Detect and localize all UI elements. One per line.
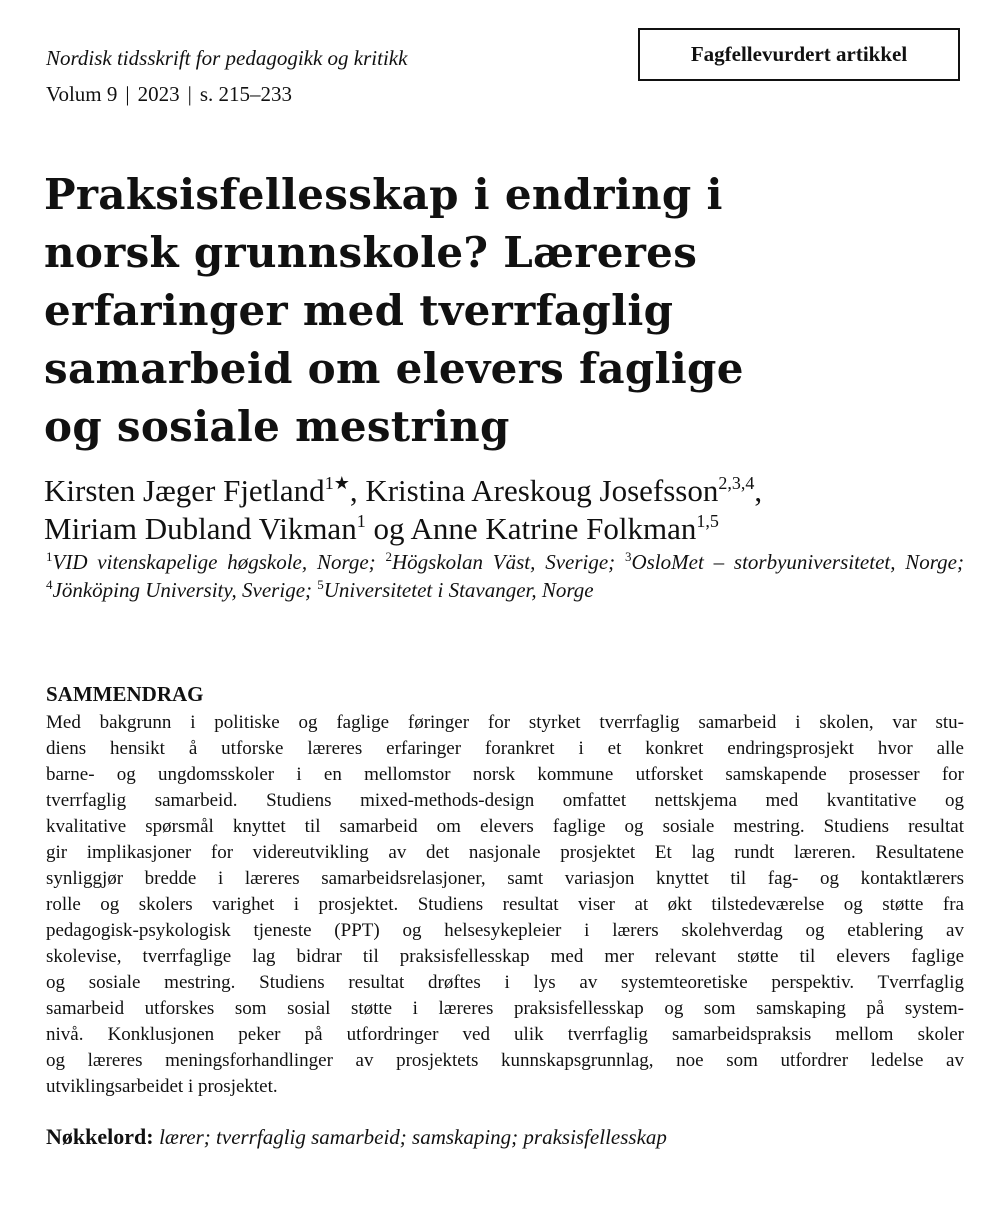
abstract-line: tverrfaglig samarbeid. Studiens mixed-methods-design omfattet nettskjema med kvantitative og bbox=[46, 790, 964, 811]
author-affiliation-ref: 1 bbox=[324, 473, 334, 493]
abstract-line: kvalitative spørsmål knyttet til samarbeid om elevers faglige og sosiale mestring. Studiens resultat bbox=[46, 816, 964, 837]
affiliation: VID vitenskapelige høgskole, Norge; bbox=[52, 550, 386, 574]
author-line bbox=[44, 472, 964, 510]
abstract-line: diens hensikt å utforske læreres erfaringer forankret i et konkret endringsprosjekt hvor alle bbox=[46, 738, 964, 759]
author-affiliation-ref: 1 bbox=[356, 511, 366, 531]
affiliation: OsloMet – storbyuniversitetet, Norge; bbox=[631, 550, 964, 574]
issue-separator: | bbox=[125, 82, 130, 106]
author-name: Kirsten Jæger Fjetland bbox=[44, 473, 325, 508]
abstract-line: utviklingsarbeidet i prosjektet. bbox=[46, 1076, 278, 1097]
affiliation-number: 5 bbox=[317, 577, 324, 592]
abstract-line: og sosiale mestring. Studiens resultat drøftes i lys av systemteoretiske perspektiv. Tverrfaglig bbox=[46, 972, 964, 993]
abstract-line: nivå. Konklusjonen peker på utfordringer ved ulik tverrfaglig samarbeidspraksis mellom skoler bbox=[46, 1024, 964, 1045]
title-line: erfaringer med tverrfaglig bbox=[44, 286, 674, 335]
keywords-label: Nøkkelord: bbox=[46, 1124, 154, 1149]
author-list bbox=[44, 472, 964, 548]
abstract-line: Med bakgrunn i politiske og faglige føringer for styrket tverrfaglig samarbeid i skolen, var stu- bbox=[46, 712, 964, 733]
corresponding-author-mark: ★ bbox=[333, 473, 350, 493]
page-range: s. 215–233 bbox=[199, 82, 293, 106]
abstract-line: samarbeid utforskes som sosial støtte i læreres praksisfellesskap og som samskaping på system- bbox=[46, 998, 964, 1019]
abstract-line: barne- og ungdomsskoler i en mellomstor norsk kommune utforsket samskapende prosesser for bbox=[46, 764, 964, 785]
author-name: Kristina Areskoug Josefsson bbox=[365, 473, 719, 508]
author-name: Miriam Dubland Vikman bbox=[44, 511, 357, 546]
abstract-line: skolevise, tverrfaglige lag bidrar til praksisfellesskap med mer relevant støtte til elevers faglige bbox=[46, 946, 964, 967]
issue-info bbox=[46, 82, 292, 107]
title-line: og sosiale mestring bbox=[44, 402, 510, 451]
keywords bbox=[46, 1124, 667, 1150]
affiliation: Universitetet i Stavanger, Norge bbox=[323, 578, 594, 602]
affiliation-number: 4 bbox=[46, 577, 53, 592]
author-separator: , bbox=[349, 473, 366, 508]
abstract-line: og læreres meningsforhandlinger av prosjektets kunnskapsgrunnlag, noe som utfordrer ledelse av bbox=[46, 1050, 964, 1071]
affiliation: Högskolan Väst, Sverige; bbox=[391, 550, 625, 574]
abstract-line: gir implikasjoner for videreutvikling av det nasjonale prosjektet Et lag rundt læreren. Resultatene bbox=[46, 842, 964, 863]
journal-name: Nordisk tidsskrift for pedagogikk og kritikk bbox=[46, 46, 408, 70]
author-name: Anne Katrine Folkman bbox=[410, 511, 697, 546]
issue-separator: | bbox=[187, 82, 192, 106]
abstract-line: synliggjør bredde i læreres samarbeidsrelasjoner, samt variasjon knyttet til fag- og kontaktlærers bbox=[46, 868, 964, 889]
author-affiliation-ref: 2,3,4 bbox=[718, 473, 755, 493]
title-line: norsk grunnskole? Læreres bbox=[44, 228, 698, 277]
author-separator: , bbox=[754, 473, 763, 508]
abstract-line: pedagogisk-psykologisk tjeneste (PPT) og helsesykepleier i lærers skolehverdag og etablering av bbox=[46, 920, 964, 941]
abstract-heading: SAMMENDRAG bbox=[46, 682, 204, 706]
affiliation-number: 2 bbox=[385, 549, 392, 564]
affiliation-number: 1 bbox=[46, 549, 53, 564]
author-line bbox=[44, 510, 964, 548]
abstract-body bbox=[46, 710, 964, 1100]
author-conjunction: og bbox=[365, 511, 411, 546]
affiliation-number: 3 bbox=[624, 549, 632, 564]
author-affiliation-ref: 1,5 bbox=[696, 511, 719, 531]
article-title bbox=[44, 166, 924, 456]
year: 2023 bbox=[137, 82, 180, 106]
affiliations bbox=[46, 548, 964, 604]
affiliation: Jönköping University, Sverige; bbox=[52, 578, 318, 602]
abstract-line: rolle og skolers varighet i prosjektet. Studiens resultat viser at økt tilstedeværelse og støtte fra bbox=[46, 894, 964, 915]
peer-review-badge: Fagfellevurdert artikkel bbox=[638, 28, 960, 81]
keywords-value: lærer; tverrfaglig samarbeid; samskaping; praksisfellesskap bbox=[159, 1125, 667, 1149]
title-line: samarbeid om elevers faglige bbox=[44, 344, 744, 393]
title-line: Praksisfellesskap i endring i bbox=[44, 170, 723, 219]
volume: Volum 9 bbox=[46, 82, 118, 106]
